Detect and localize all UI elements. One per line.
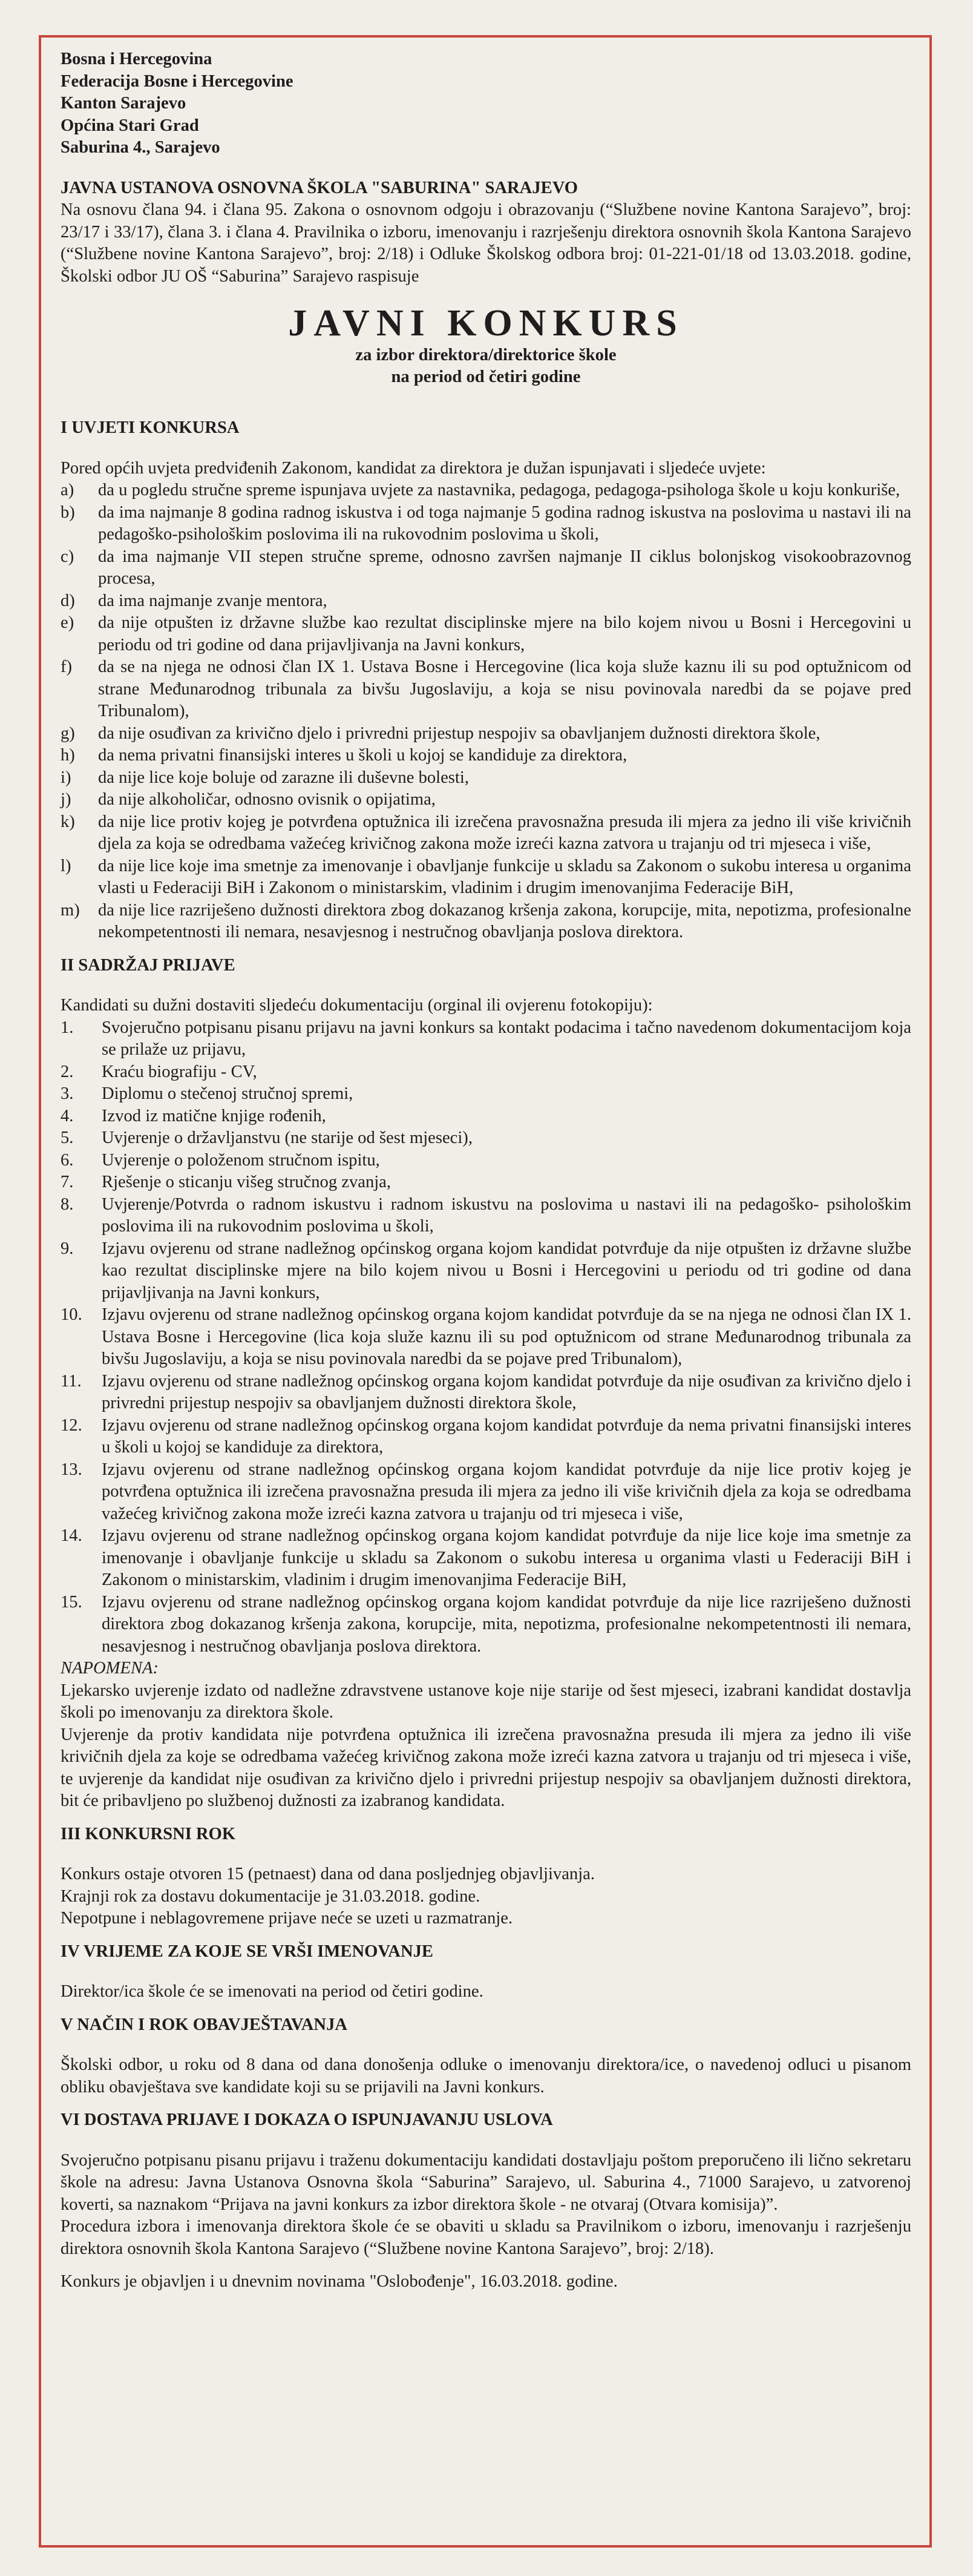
note-paragraph: Uvjerenje da protiv kandidata nije potvrđena optužnica ili izrečena pravosnažna presuda ili mjera za jedno ili više krivičnih djela za koje se odredbama važećeg krivičnog zakona može izreći kazna zatvora u trajanju od tri mjeseca i više, te uvjerenje da kandidat nije osuđivan za krivično djelo i privredni prijestup nespojiv sa obavljanjem dužnosti direktora, bit će pribavljeno po službenoj dužnosti za izabranog kandidata.	[61, 1725, 911, 1810]
list-item-text: da nije lice koje boluje od zarazne ili duševne bolesti,	[98, 768, 469, 787]
list-marker: g)	[61, 723, 75, 743]
list-item-text: da se na njega ne odnosi član IX 1. Ustava Bosne i Hercegovine (lica koja služe kaznu ili su pod optužnicom od strane Međunarodnog tribunala za bivšu Jugoslaviju, a koja se nisu povinovala naredbi da se pojave pred Tribunalom),	[98, 657, 911, 720]
list-marker: 9.	[61, 1239, 74, 1258]
list-item	[61, 1238, 911, 1305]
list-item-text: Izjavu ovjerenu od strane nadležnog općinskog organa kojom kandidat potvrđuje da nije lice protiv kojeg je potvrđena optužnica ili izrečena pravosnažna presuda ili mjera za jedno ili više krivičnih djela za koja se odredbama važećeg krivičnog zakona može izreći kazna zatvora u trajanju od tri mjeseca i više,	[102, 1460, 911, 1523]
list-marker: 2.	[61, 1062, 74, 1081]
list-item-text: da ima najmanje 8 godina radnog iskustva i od toga najmanje 5 godina radnog iskustva na poslovima u nastavi ili na pedagoško-psihološkim poslovima ili na rukovodnim poslovima u školi,	[98, 502, 911, 544]
section-intro: Kandidati su dužni dostaviti sljedeću dokumentaciju (orginal ili ovjerenu fotokopiju):	[61, 996, 653, 1015]
list-item	[61, 612, 911, 656]
list-item-text: Izjavu ovjerenu od strane nadležnog općinskog organa kojom kandidat potvrđuje da nije lice razriješeno dužnosti direktora zbog dokazanog kršenja zakona, korupcije, mita, nepotizma, profesionalne nekompetentnosti ili nemara, nesavjesnog i nestručnog obavljanja poslova direktora.	[102, 1592, 911, 1656]
list-item	[61, 1525, 911, 1592]
list-item	[61, 723, 911, 745]
list-item	[61, 767, 911, 789]
list-item	[61, 656, 911, 723]
list-item-text: Kraću biografiju - CV,	[102, 1062, 257, 1081]
list-marker: f)	[61, 657, 73, 676]
list-item-text: da nije otpušten iz državne službe kao rezultat disciplinske mjere na bilo kojem nivou u Bosni i Hercegovini u periodu od tri godine od dana prijavljivanja na Javni konkurs,	[98, 613, 911, 654]
list-marker: i)	[61, 768, 71, 787]
list-marker: d)	[61, 591, 75, 610]
list-item	[61, 1061, 911, 1084]
header-line: Saburina 4., Sarajevo	[61, 138, 220, 157]
list-item	[61, 900, 911, 944]
legal-basis-paragraph: Na osnovu člana 94. i člana 95. Zakona o osnovnom odgoju i obrazovanju (“Službene novine Kantona Sarajevo”, broj: 23/17 i 33/17), člana 3. i člana 4. Pravilnika o izboru, imenovanju i razrješenju direktora osnovnih škola Kantona Sarajevo (“Službene novine Kantona Sarajevo”, broj: 2/18) i Odluke Školskog odbora broj: 01-221-01/18 od 13.03.2018. godine, Školski odbor JU OŠ “Saburina” Sarajevo raspisuje	[61, 200, 911, 286]
header-line: Bosna i Hercegovina	[61, 50, 212, 68]
document-title: JAVNI KONKURS	[288, 303, 684, 344]
list-marker: 15.	[61, 1592, 82, 1612]
list-item	[61, 546, 911, 590]
list-marker: e)	[61, 613, 74, 632]
list-item	[61, 1459, 911, 1526]
list-item	[61, 745, 911, 767]
announcement-content	[61, 48, 911, 2293]
list-item	[61, 1171, 911, 1194]
list-marker: 8.	[61, 1194, 74, 1214]
list-item	[61, 1127, 911, 1150]
list-marker: 12.	[61, 1415, 82, 1435]
deadline-line: Nepotpune i neblagovremene prijave neće se uzeti u razmatranje.	[61, 1909, 513, 1928]
list-item-text: da nema privatni finansijski interes u školi u kojoj se kandiduje za direktora,	[98, 746, 627, 765]
list-marker: 6.	[61, 1150, 74, 1170]
list-item-text: da nije lice protiv kojeg je potvrđena optužnica ili izrečena pravosnažna presuda ili mjera za jedno ili više krivičnih djela za koja se odredbama važećeg krivičnog zakona može izreći kazna zatvora u trajanju od tri mjeseca i više,	[98, 812, 911, 853]
list-marker: 1.	[61, 1018, 74, 1037]
issuer-header	[61, 48, 911, 159]
list-item-text: Izjavu ovjerenu od strane nadležnog općinskog organa kojom kandidat potvrđuje da nema privatni finansijski interes u školi u kojoj se kandiduje za direktora,	[102, 1415, 911, 1457]
term-paragraph: Direktor/ica škole će se imenovati na period od četiri godine.	[61, 1982, 483, 2001]
document-subtitle: za izbor direktora/direktorice škole	[355, 346, 617, 364]
list-item-text: da u pogledu stručne spreme ispunjava uvjete za nastavnika, pedagoga, pedagoga-psihologa škole u koju konkuriše,	[98, 481, 900, 499]
list-item	[61, 590, 911, 613]
procedure-paragraph: Procedura izbora i imenovanja direktora škole će se obaviti u skladu sa Pravilnikom o izboru, imenovanju i razrješenju direktora osnovnih škola Kantona Sarajevo (“Službene novine Kantona Sarajevo”, broj: 2/18).	[61, 2217, 911, 2258]
list-item	[61, 1415, 911, 1459]
list-marker: m)	[61, 900, 80, 920]
list-marker: a)	[61, 481, 74, 499]
section-heading-term: IV VRIJEME ZA KOJE SE VRŠI IMENOVANJE	[61, 1942, 433, 1961]
list-marker: j)	[61, 790, 71, 809]
list-item-text: da ima najmanje zvanje mentora,	[98, 591, 327, 610]
list-item-text: da ima najmanje VII stepen stručne spreme, odnosno završen najmanje II ciklus bolonjskog visokoobrazovnog procesa,	[98, 547, 911, 588]
list-marker: 14.	[61, 1526, 82, 1545]
list-marker: 7.	[61, 1173, 74, 1191]
submission-paragraph: Svojeručno potpisanu pisanu prijavu i traženu dokumentaciju kandidati dostavljaju poštom preporučeno ili lično sekretaru škole na adresu: Javna Ustanova Osnovna škola “Saburina” Sarajevo, ul. Saburina 4., 71000 Sarajevo, u zatvorenoj koverti, sa naznakom “Prijava na javni konkurs za izbor direktora škole - ne otvaraj (Otvara komisija)”.	[61, 2150, 911, 2214]
list-item-text: Izvod iz matične knjige rođenih,	[102, 1106, 326, 1125]
section-intro: Pored općih uvjeta predviđenih Zakonom, kandidat za direktora je dužan ispunjavati i sljedeće uvjete:	[61, 458, 766, 478]
list-item-text: da nije osuđivan za krivično djelo i privredni prijestup nespojiv sa obavljanjem dužnosti direktora škole,	[98, 723, 821, 743]
list-marker: 11.	[61, 1371, 82, 1391]
list-item-text: Izjavu ovjerenu od strane nadležnog općinskog organa kojom kandidat potvrđuje da nije osuđivan za krivično djelo i privredni prijestup nespojiv sa obavljanjem dužnosti direktora škole,	[102, 1371, 911, 1412]
list-item-text: Izjavu ovjerenu od strane nadležnog općinskog organa kojom kandidat potvrđuje da nije lice koje ima smetnje za imenovanje i obavljanje funkcije u skladu sa Zakonom o sukobu interesa u organima vlasti u Federaciji BiH i Zakonom o ministarskim, vladinim i drugim imenovanjima Federacije BiH,	[102, 1526, 911, 1589]
list-marker: b)	[61, 502, 75, 522]
list-item-text: Uvjerenje o položenom stručnom ispitu,	[102, 1150, 380, 1170]
list-item	[61, 1371, 911, 1415]
notification-paragraph: Školski odbor, u roku od 8 dana od dana donošenja odluke o imenovanju direktora/ice, o navedenoj odluci u pisanom obliku obavještava sve kandidate koji su se prijavili na Javni konkurs.	[61, 2055, 911, 2097]
note-paragraph: Ljekarsko uvjerenje izdato od nadležne zdravstvene ustanove koje nije starije od šest mjeseci, izabrani kandidat dostavlja školi po imenovanju za direktora škole.	[61, 1681, 911, 1722]
list-item-text: Diplomu o stečenoj stručnoj spremi,	[102, 1084, 353, 1103]
list-item-text: da nije lice koje ima smetnje za imenovanje i obavljanje funkcije u skladu sa Zakonom o sukobu interesa u organima vlasti u Federaciji BiH i Zakonom o ministarskim, vladinim i drugim imenovanjima Federacije BiH,	[98, 856, 911, 897]
header-line: Federacija Bosne i Hercegovine	[61, 71, 293, 91]
list-marker: h)	[61, 746, 75, 765]
school-name: JAVNA USTANOVA OSNOVNA ŠKOLA "SABURINA" SARAJEVO	[61, 178, 578, 197]
list-item	[61, 479, 911, 502]
list-item	[61, 1194, 911, 1238]
list-item	[61, 811, 911, 855]
deadline-line: Krajnji rok za dostavu dokumentacije je 31.03.2018. godine.	[61, 1886, 480, 1906]
list-item	[61, 1592, 911, 1658]
header-line: Kanton Sarajevo	[61, 94, 186, 113]
section-heading-deadline: III KONKURSNI ROK	[61, 1824, 236, 1843]
list-item	[61, 502, 911, 546]
list-marker: 3.	[61, 1084, 74, 1103]
list-item-text: Uvjerenje o državljanstvu (ne starije od šest mjeseci),	[102, 1128, 473, 1147]
list-item	[61, 855, 911, 900]
list-item-text: Svojeručno potpisanu pisanu prijavu na javni konkurs sa kontakt podacima i tačno navedenom dokumentacijom koja se prilaže uz prijavu,	[102, 1018, 911, 1059]
list-item-text: Izjavu ovjerenu od strane nadležnog općinskog organa kojom kandidat potvrđuje da nije otpušten iz državne službe kao rezultat disciplinske mjere na bilo kojem nivou u Bosni i Hercegovini u periodu od tri godine od dana prijavljivanja na Javni konkurs,	[102, 1239, 911, 1302]
documents-list	[61, 1017, 911, 1658]
list-item-text: da nije alkoholičar, odnosno ovisnik o opijatima,	[98, 790, 436, 809]
note-label: NAPOMENA:	[61, 1659, 159, 1678]
section-heading-submission: VI DOSTAVA PRIJAVE I DOKAZA O ISPUNJAVANJU USLOVA	[61, 2110, 553, 2129]
list-marker: c)	[61, 547, 74, 566]
section-heading-conditions: I UVJETI KONKURSA	[61, 418, 240, 437]
list-marker: 5.	[61, 1128, 74, 1147]
list-item-text: da nije lice razriješeno dužnosti direktora zbog dokazanog kršenja zakona, korupcije, mita, nepotizma, profesionalne nekompetentnosti ili nemara, nesavjesnog i nestručnog obavljanja poslova direktora.	[98, 900, 911, 941]
list-marker: k)	[61, 812, 75, 831]
deadline-line: Konkurs ostaje otvoren 15 (petnaest) dana od dana posljednjeg objavljivanja.	[61, 1865, 595, 1883]
header-line: Općina Stari Grad	[61, 116, 199, 135]
section-heading-notification: V NAČIN I ROK OBAVJEŠTAVANJA	[61, 2015, 348, 2034]
list-item	[61, 1083, 911, 1105]
list-item	[61, 1304, 911, 1371]
list-item-text: Rješenje o sticanju višeg stručnog zvanja,	[102, 1173, 391, 1191]
list-item	[61, 1105, 911, 1128]
list-marker: 4.	[61, 1106, 74, 1125]
publication-note: Konkurs je objavljen i u dnevnim novinama "Oslobođenje", 16.03.2018. godine.	[61, 2272, 618, 2291]
list-item	[61, 789, 911, 811]
list-item	[61, 1017, 911, 1061]
list-marker: 13.	[61, 1460, 82, 1479]
section-heading-application-content: II SADRŽAJ PRIJAVE	[61, 955, 235, 975]
list-marker: 10.	[61, 1305, 82, 1324]
conditions-list	[61, 479, 911, 944]
list-marker: l)	[61, 856, 71, 875]
list-item	[61, 1150, 911, 1172]
list-item-text: Uvjerenje/Potvrda o radnom iskustvu i radnom iskustvu na poslovima u nastavi ili na pedagoško- psihološkim poslovima ili na rukovodnim poslovima u školi,	[102, 1194, 911, 1236]
document-subtitle-period: na period od četiri godine	[391, 367, 581, 386]
list-item-text: Izjavu ovjerenu od strane nadležnog općinskog organa kojom kandidat potvrđuje da se na njega ne odnosi član IX 1. Ustava Bosne i Hercegovine (lica koja služe kaznu ili su pod optužnicom od strane Međunarodnog tribunala za bivšu Jugoslaviju, a koja se nisu povinovala naredbi da se pojave pred Tribunalom),	[102, 1305, 911, 1368]
